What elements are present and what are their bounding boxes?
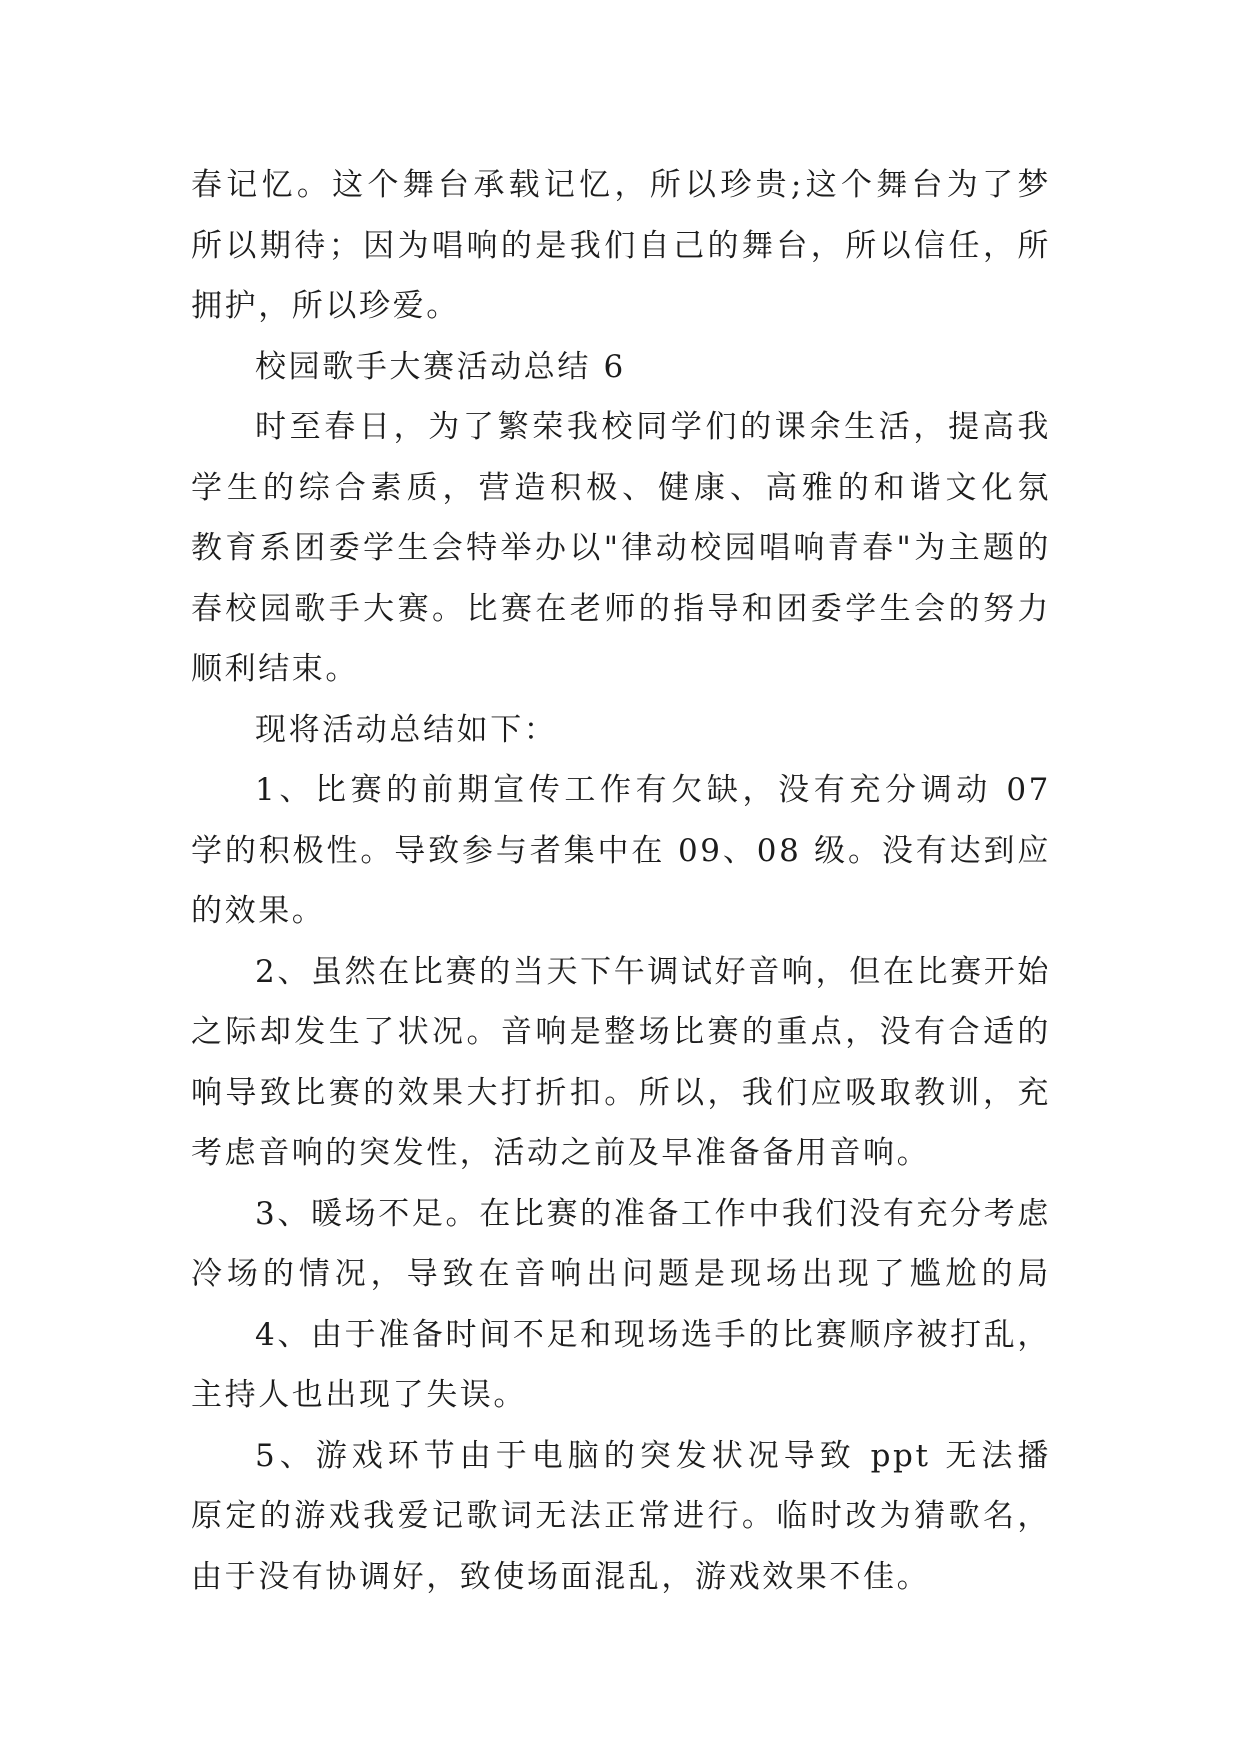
text-line: 考虑音响的突发性，活动之前及早准备备用音响。 (191, 1135, 931, 1171)
text-line: 主持人也出现了失误。 (191, 1377, 527, 1413)
text-line: 拥护，所以珍爱。 (191, 288, 460, 324)
text-line: 冷场的情况，导致在音响出问题是现场出现了尴尬的局 (191, 1256, 1051, 1292)
text-line: 学生的综合素质，营造积极、健康、高雅的和谐文化氛 (191, 469, 1051, 506)
list-item-line: 3、暖场不足。在比赛的准备工作中我们没有充分考虑 (255, 1195, 1051, 1232)
text-line: 所以期待；因为唱响的是我们自己的舞台，所以信任，所 (191, 227, 1051, 264)
text-line: 教育系团委学生会特举办以"律动校园唱响青春"为主题的 (191, 530, 1051, 566)
text-line: 春记忆。这个舞台承载记忆，所以珍贵;这个舞台为了梦 (191, 167, 1051, 203)
text-line: 响导致比赛的效果大打折扣。所以，我们应吸取教训，充 (191, 1074, 1051, 1111)
text-line: 学的积极性。导致参与者集中在 09、08 级。没有达到应 (191, 832, 1051, 869)
document-body (191, 155, 1051, 1607)
section-heading: 校园歌手大赛活动总结 6 (255, 348, 626, 385)
list-item-line: 5、游戏环节由于电脑的突发状况导致 ppt 无法播 (255, 1437, 1051, 1474)
text-line: 由于没有协调好，致使场面混乱，游戏效果不佳。 (191, 1558, 931, 1595)
text-line: 原定的游戏我爱记歌词无法正常进行。临时改为猜歌名， (191, 1498, 1051, 1534)
text-line: 现将活动总结如下： (255, 711, 558, 748)
text-line: 之际却发生了状况。音响是整场比赛的重点，没有合适的 (191, 1014, 1051, 1050)
text-line: 春校园歌手大赛。比赛在老师的指导和团委学生会的努力 (191, 590, 1051, 627)
text-line: 的效果。 (191, 893, 326, 929)
list-item-line: 4、由于准备时间不足和现场选手的比赛顺序被打乱， (255, 1316, 1051, 1353)
text-line: 时至春日，为了繁荣我校同学们的课余生活，提高我 (255, 409, 1051, 445)
text-line: 顺利结束。 (191, 651, 359, 687)
list-item-line: 2、虽然在比赛的当天下午调试好音响，但在比赛开始 (255, 953, 1051, 990)
list-item-line: 1、比赛的前期宣传工作有欠缺，没有充分调动 07 (255, 772, 1051, 808)
